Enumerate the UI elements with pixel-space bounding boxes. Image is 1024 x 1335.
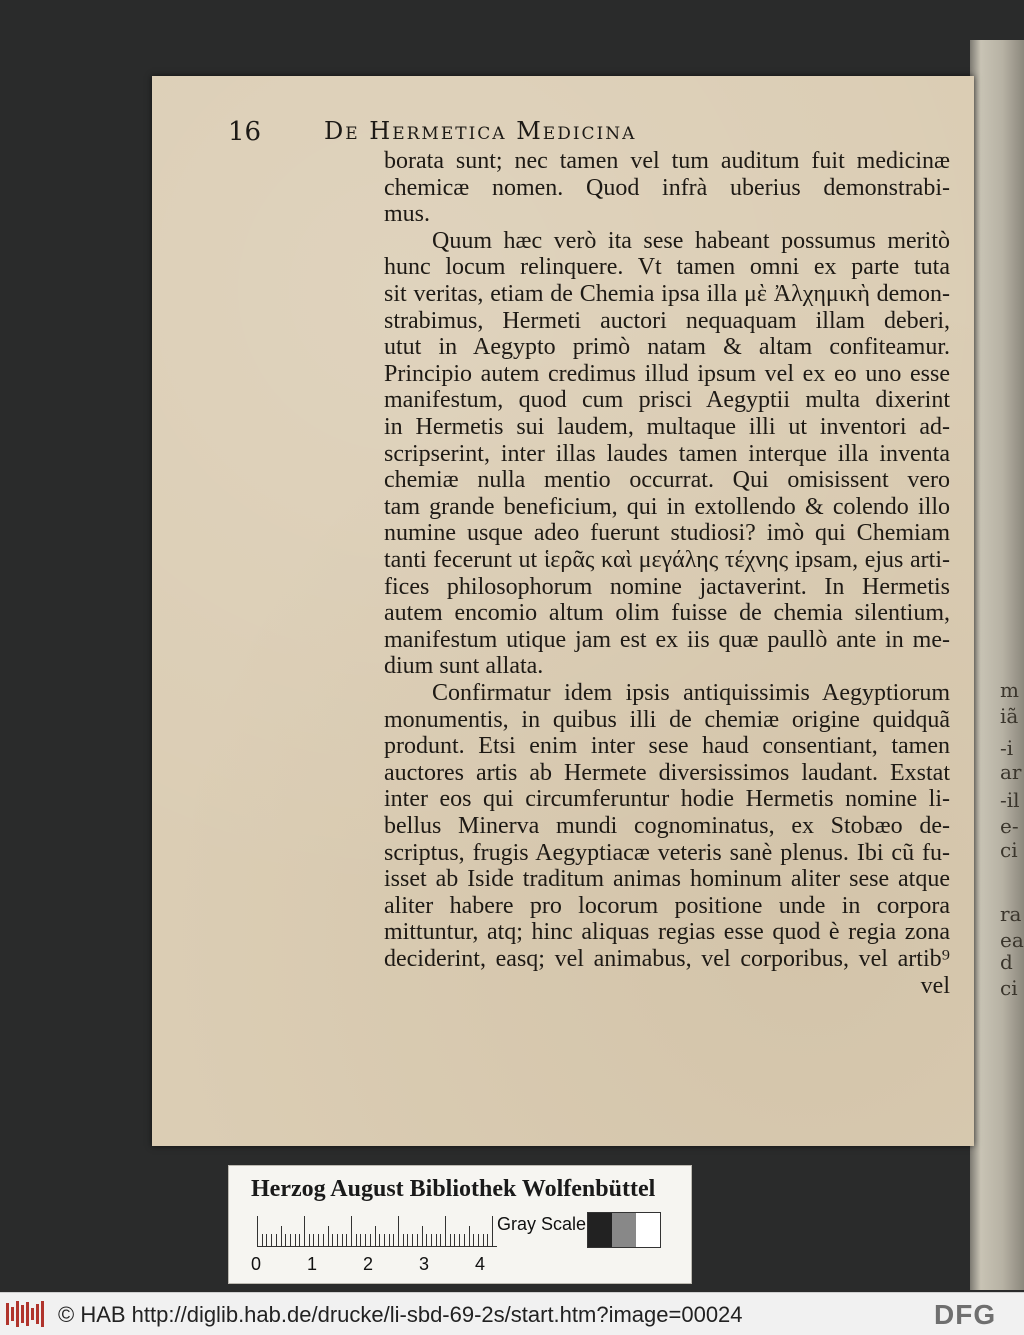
ruler-tick: [389, 1234, 390, 1246]
ruler-tick: [473, 1234, 474, 1246]
ruler-tick: [332, 1234, 333, 1246]
ruler-tick: [285, 1234, 286, 1246]
text-line: auctores artis ab Hermete diversissimos laudant. Exstat: [384, 759, 950, 786]
ruler-tick: [445, 1216, 446, 1246]
ruler-tick: [351, 1216, 352, 1246]
scale-ruler: [257, 1216, 497, 1247]
text-line: autem encomio altum olim fuisse de chemia silentium,: [384, 600, 950, 627]
ruler-tick: [328, 1226, 329, 1246]
running-title: De Hermetica Medicina: [324, 117, 637, 145]
adjacent-page-fragment: -i: [1000, 736, 1014, 760]
ruler-tick: [384, 1234, 385, 1246]
text-line: utut in Aegypto primò natam & altam confiteamur.: [384, 334, 950, 361]
ruler-tick: [365, 1234, 366, 1246]
dfg-logo: DFG: [934, 1299, 997, 1330]
text-line: Quum hæc verò ita sese habeant possumus meritò: [432, 227, 950, 254]
ruler-tick: [487, 1234, 488, 1246]
ruler-tick: [356, 1234, 357, 1246]
grayscale-swatch: [588, 1213, 612, 1247]
text-line: numine usque adeo fuerunt studiosi? imò qui Chemiam: [384, 520, 950, 547]
text-line: produnt. Etsi enim inter sese haud consentiant, tamen: [384, 733, 950, 760]
adjacent-page-fragment: ci: [1000, 838, 1018, 862]
ruler-tick: [266, 1234, 267, 1246]
text-line: aliter habere pro locorum positione unde in corpora: [384, 892, 950, 919]
ruler-tick: [360, 1234, 361, 1246]
adjacent-page-fragment: m: [1000, 678, 1019, 702]
text-line: Principio autem credimus illud ipsum vel ex eo uno esse: [384, 360, 950, 387]
ruler-tick: [450, 1234, 451, 1246]
ruler-tick: [426, 1234, 427, 1246]
text-line: Confirmatur idem ipsis antiquissimis Aegyptiorum: [432, 680, 950, 706]
ruler-tick: [417, 1234, 418, 1246]
ruler-tick: [483, 1234, 484, 1246]
text-line: tam grande beneficium, qui in extollendo & colendo illo: [384, 493, 950, 520]
ruler-tick: [379, 1234, 380, 1246]
text-line: hunc locum relinquere. Vt tamen omni ex parte tuta: [384, 254, 950, 281]
ruler-tick: [290, 1234, 291, 1246]
ruler-tick: [469, 1226, 470, 1246]
text-line: borata sunt; nec tamen vel tum auditum fuit medicinæ: [384, 148, 950, 174]
footer-bar: [0, 1292, 1024, 1335]
text-line: deciderint, easq; vel animabus, vel corporibus, vel artib⁹: [384, 946, 950, 972]
scale-label: 3: [419, 1254, 430, 1274]
ruler-tick: [393, 1234, 394, 1246]
ruler-tick: [454, 1234, 455, 1246]
text-line: strabimus, Hermeti auctori nequaquam illam deberi,: [384, 307, 950, 334]
ruler-tick: [464, 1234, 465, 1246]
grayscale-swatch: [636, 1213, 660, 1247]
running-head: [228, 117, 848, 147]
ruler-tick: [337, 1234, 338, 1246]
text-line: scriptus, frugis Aegyptiacæ veteris sanè plenus. Ibi cũ fu-: [384, 839, 950, 866]
ruler-tick: [478, 1234, 479, 1246]
text-line: inter eos qui circumferuntur hodie Hermetis nomine li-: [384, 786, 950, 813]
ruler-tick: [313, 1234, 314, 1246]
ruler-tick: [262, 1234, 263, 1246]
hab-logo-icon: [6, 1299, 46, 1329]
scale-label: 2: [363, 1254, 374, 1274]
text-line: chemicæ nomen. Quod infrà uberius demonstrabi-: [384, 174, 950, 201]
text-line: manifestum utique jam est ex iis quæ paullò ante in me-: [384, 626, 950, 653]
footer-credit[interactable]: © HAB http://diglib.hab.de/drucke/li-sbd-69-2s/start.htm?image=00024: [58, 1302, 743, 1327]
text-line: monumentis, in quibus illi de chemiæ origine quidquã: [384, 706, 950, 733]
ruler-tick: [299, 1234, 300, 1246]
ruler-tick: [407, 1234, 408, 1246]
scale-label: 1: [307, 1254, 318, 1274]
text-line: in Hermetis sui laudem, multaque illi ut inventori ad-: [384, 414, 950, 440]
grayscale-swatch: [612, 1213, 636, 1247]
text-line: sit veritas, etiam de Chemia ipsa illa μὲ Ἀλχημικὴ demon-: [384, 281, 950, 307]
text-line: vel: [920, 972, 950, 999]
ruler-tick: [257, 1216, 258, 1246]
ruler-tick: [440, 1234, 441, 1246]
text-line: mus.: [384, 201, 431, 228]
ruler-tick: [342, 1234, 343, 1246]
text-line: fices philosophorum nomine jactaverint. In Hermetis: [384, 573, 950, 600]
ruler-tick: [398, 1216, 399, 1246]
text-line: chemiæ nulla mentio occurrat. Qui omisissent vero: [384, 467, 950, 494]
ruler-tick: [403, 1234, 404, 1246]
ruler-tick: [271, 1234, 272, 1246]
ruler-tick: [436, 1234, 437, 1246]
ruler-tick: [422, 1226, 423, 1246]
adjacent-page-fragment: d: [1000, 950, 1013, 974]
text-line: bellus Minerva mundi cognominatus, ex Stobæo de-: [384, 813, 950, 839]
ruler-tick: [318, 1234, 319, 1246]
ruler-tick: [295, 1234, 296, 1246]
text-line: dium sunt allata.: [384, 653, 544, 680]
text-line: scripserint, inter illas laudes tamen interque illa inventa: [384, 440, 950, 467]
page-number: 16: [228, 117, 262, 147]
ruler-tick: [412, 1234, 413, 1246]
scale-label: 4: [475, 1254, 486, 1274]
ruler-tick: [492, 1216, 493, 1246]
adjacent-page-fragment: ea: [1000, 928, 1024, 952]
ruler-tick: [323, 1234, 324, 1246]
adjacent-page-fragment: iã: [1000, 704, 1019, 728]
ruler-tick: [281, 1226, 282, 1246]
adjacent-page-fragment: ar: [1000, 760, 1022, 784]
adjacent-page-fragment: e-: [1000, 814, 1019, 838]
text-line: tanti fecerunt ut ἱερᾶς καὶ μεγάλης τέχνης ipsam, ejus arti-: [384, 547, 950, 573]
scale-label: 0: [251, 1254, 262, 1274]
adjacent-volume-edge: [970, 40, 1024, 1290]
adjacent-page-fragment: ci: [1000, 976, 1018, 1000]
ruler-tick: [304, 1216, 305, 1246]
ruler-tick: [375, 1226, 376, 1246]
grayscale-label: Gray Scale: [497, 1214, 587, 1234]
body-text: [384, 148, 950, 998]
adjacent-page-fragment: -il: [1000, 788, 1020, 812]
library-card: [228, 1165, 692, 1284]
text-line: manifestum, quod cum prisci Aegyptii multa dixerint: [384, 387, 950, 414]
text-line: isset ab Iside traditum animas hominum aliter sese atque: [384, 866, 950, 893]
ruler-tick: [459, 1234, 460, 1246]
text-line: mittuntur, atq; hinc aliquas regias esse quod è regia zona: [384, 919, 950, 946]
grayscale-swatches: [587, 1212, 661, 1248]
ruler-tick: [431, 1234, 432, 1246]
ruler-tick: [276, 1234, 277, 1246]
ruler-tick: [370, 1234, 371, 1246]
ruler-tick: [309, 1234, 310, 1246]
adjacent-page-fragment: ra: [1000, 902, 1022, 926]
library-name: Herzog August Bibliothek Wolfenbüttel: [251, 1176, 656, 1202]
ruler-tick: [346, 1234, 347, 1246]
